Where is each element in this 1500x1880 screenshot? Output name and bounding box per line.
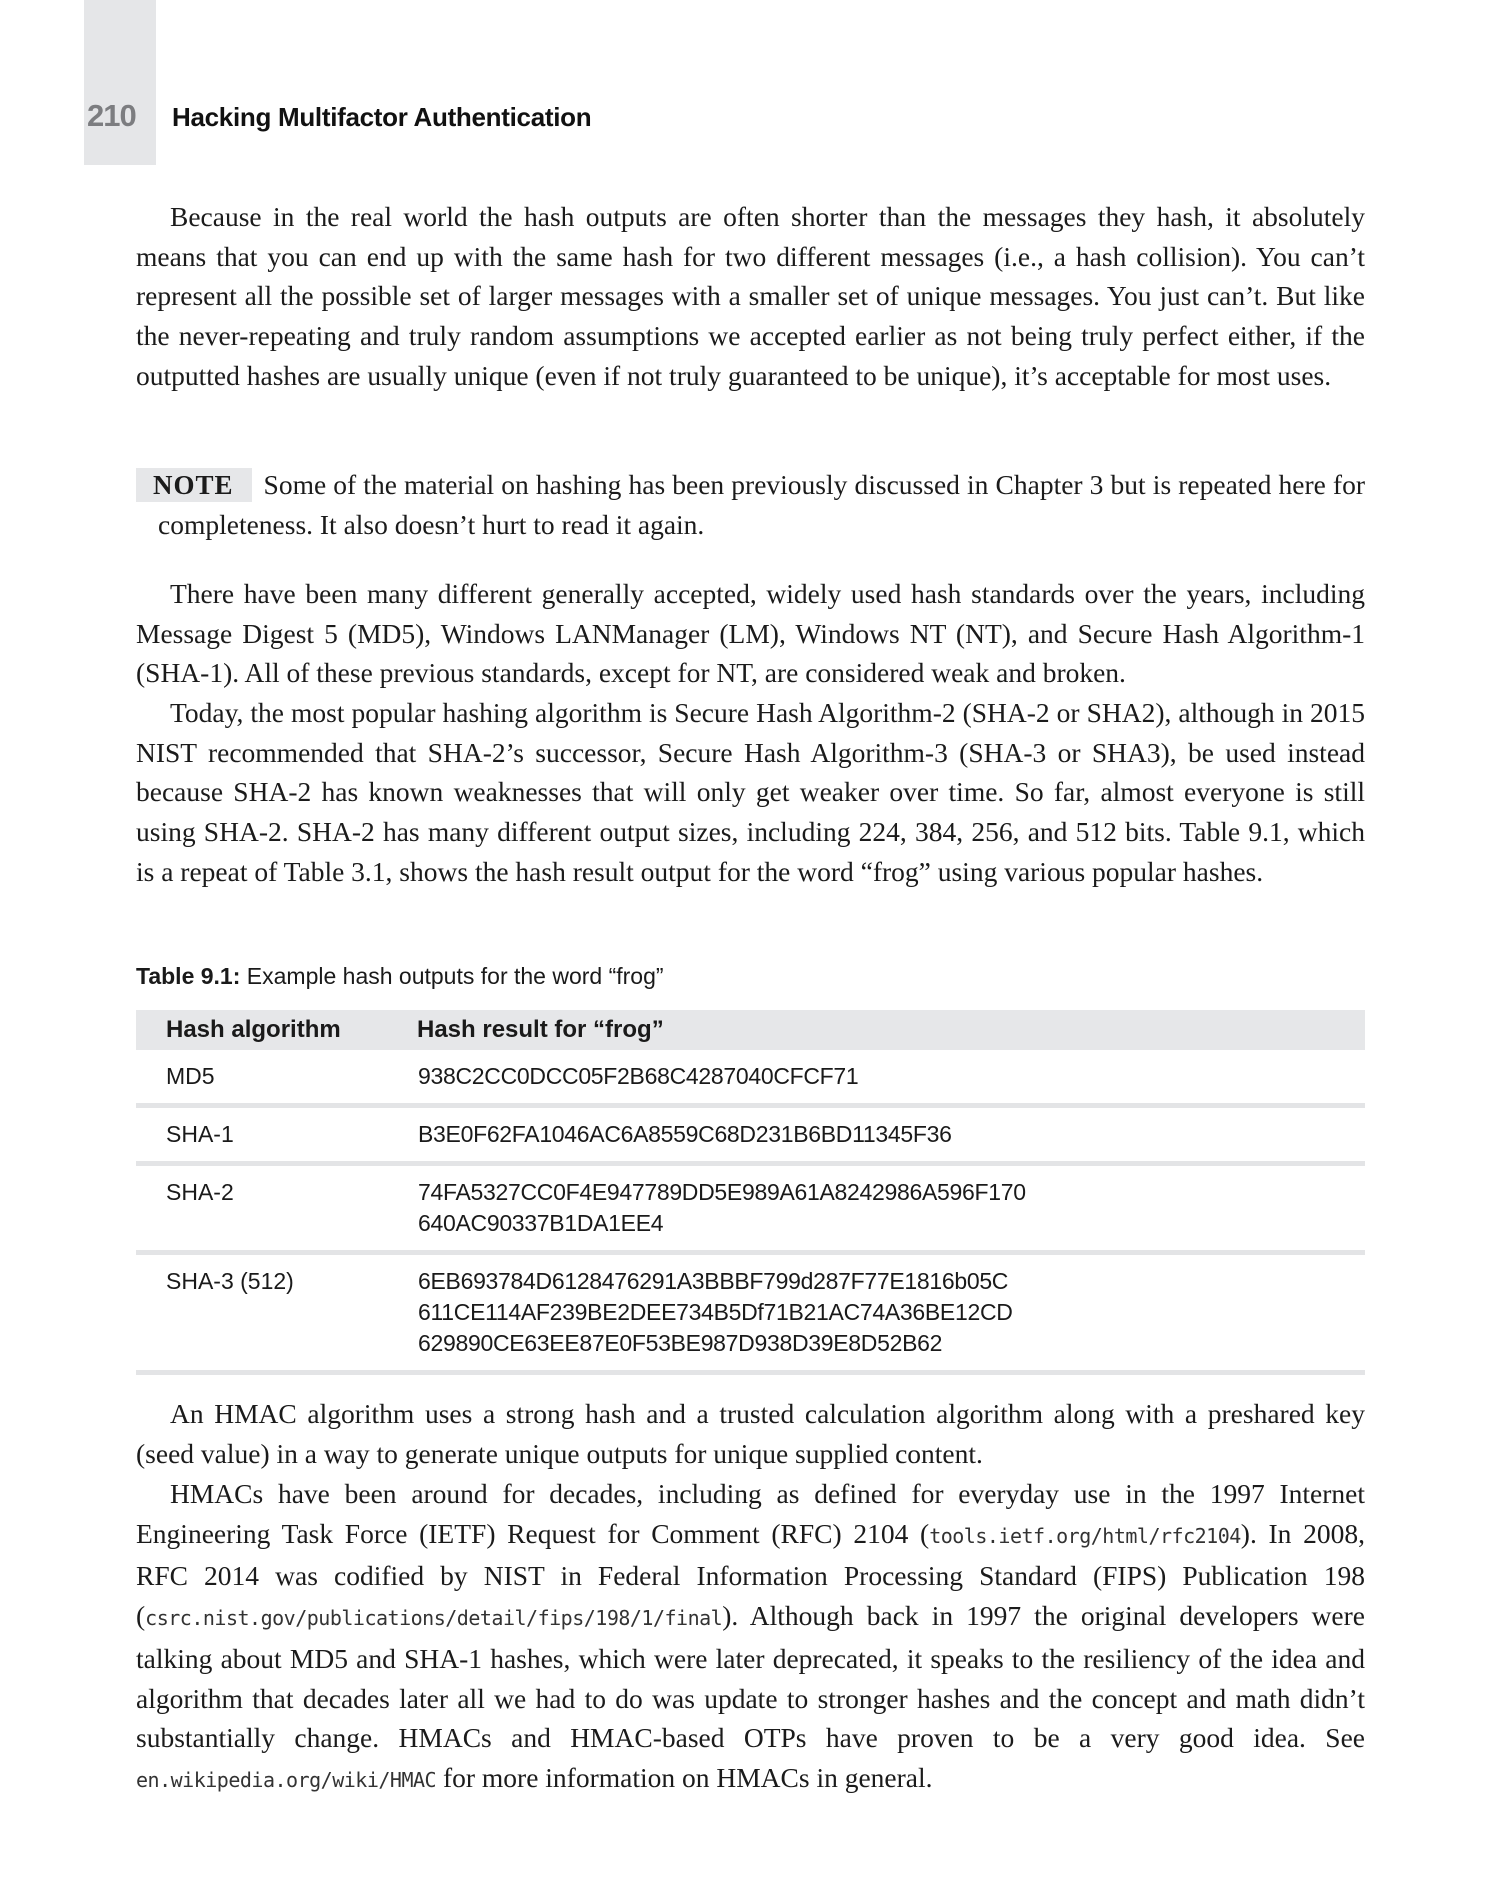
column-header-algorithm: Hash algorithm xyxy=(136,1010,417,1050)
table-row xyxy=(136,1253,1365,1373)
note-label: NOTE xyxy=(136,468,252,502)
hash-line: 640AC90337B1DA1EE4 xyxy=(418,1210,664,1236)
algorithm-cell: SHA-1 xyxy=(136,1106,417,1164)
hash-line: 629890CE63EE87E0F53BE987D938D39E8D52B62 xyxy=(418,1330,943,1356)
hash-line: B3E0F62FA1046AC6A8559C68D231B6BD11345F36 xyxy=(418,1121,952,1147)
note-text: Some of the material on hashing has been previously discussed in Chapter 3 but is repeated here for completeness. It also doesn’t hurt to read it again. xyxy=(158,469,1365,540)
link-fips-198[interactable]: csrc.nist.gov/publications/detail/fips/198/1/final xyxy=(145,1606,723,1631)
paragraph-hash-standards: There have been many different generally accepted, widely used hash standards over the years, including Message Digest 5 (MD5), Windows LANManager (LM), Windows NT (NT), and Secure Hash Algorithm-1 (SHA-1). All of these previous standards, except for NT, are considered weak and broken. xyxy=(136,578,1365,689)
link-rfc2104[interactable]: tools.ietf.org/html/rfc2104 xyxy=(929,1523,1241,1548)
link-wikipedia-hmac[interactable]: en.wikipedia.org/wiki/HMAC xyxy=(136,1767,437,1792)
algorithm-cell: SHA-2 xyxy=(136,1164,417,1253)
hash-cell xyxy=(417,1106,1365,1164)
hash-line: 611CE114AF239BE2DEE734B5Df71B21AC74A36BE12CD xyxy=(418,1299,1013,1325)
table-caption-label: Table 9.1: xyxy=(136,963,241,989)
algorithm-cell: MD5 xyxy=(136,1050,417,1106)
hash-line: 6EB693784D6128476291A3BBBF799d287F77E1816b05C xyxy=(418,1268,1009,1294)
hash-line: 74FA5327CC0F4E947789DD5E989A61A8242986A596F170 xyxy=(418,1179,1026,1205)
algorithm-cell: SHA-3 (512) xyxy=(136,1253,417,1373)
table-row xyxy=(136,1164,1365,1253)
paragraph-hmac-definition: An HMAC algorithm uses a strong hash and a trusted calculation algorithm along with a preshared key (seed value) in a way to generate unique outputs for unique supplied content. xyxy=(136,1398,1365,1469)
hash-cell xyxy=(417,1050,1365,1106)
paragraph-hash-collisions: Because in the real world the hash outputs are often shorter than the messages they hash, it absolutely means that you can end up with the same hash for two different messages (i.e., a hash collision). You can’t represent all the possible set of larger messages with a smaller set of unique messages. You just can’t. But like the never-repeating and truly random assumptions we accepted earlier as not being truly perfect either, if the outputted hashes are usually unique (even if not truly guaranteed to be unique), it’s acceptable for most uses. xyxy=(136,201,1365,391)
hash-cell xyxy=(417,1253,1365,1373)
running-title: Hacking Multifactor Authentication xyxy=(172,102,592,132)
hash-table xyxy=(136,1010,1365,1375)
table-row xyxy=(136,1050,1365,1106)
column-header-result: Hash result for “frog” xyxy=(417,1010,1365,1050)
paragraph-hmac-history xyxy=(136,1474,1365,1801)
table-caption-text: Example hash outputs for the word “frog” xyxy=(246,963,664,989)
text-run: for more information on HMACs in general. xyxy=(436,1761,933,1793)
note-box xyxy=(153,465,1365,544)
table-row xyxy=(136,1106,1365,1164)
table-header-row xyxy=(136,1010,1365,1050)
hash-line: 938C2CC0DCC05F2B68C4287040CFCF71 xyxy=(418,1063,859,1089)
text-run: HMACs have been around for decades, including as defined for everyday use in the 1997 Internet Engineering Task Force (IETF) Request for Comment (RFC) 2104 ( xyxy=(136,1478,1365,1549)
page-number: 210 xyxy=(87,98,136,133)
table-caption xyxy=(136,963,664,990)
text-run: ). In 2008, RFC 2014 was codified by NIST in Federal Information Processing Standard (FIPS) Publication 198 ( xyxy=(136,1517,1365,1632)
hash-cell xyxy=(417,1164,1365,1253)
page-number-tab xyxy=(84,0,156,165)
paragraph-sha2: Today, the most popular hashing algorithm is Secure Hash Algorithm-2 (SHA-2 or SHA2), although in 2015 NIST recommended that SHA-2’s successor, Secure Hash Algorithm-3 (SHA-3 or SHA3), be used instead because SHA-2 has known weaknesses that will only get weaker over time. So far, almost everyone is still using SHA-2. SHA-2 has many different output sizes, including 224, 384, 256, and 512 bits. Table 9.1, which is a repeat of Table 3.1, shows the hash result output for the word “frog” using various popular hashes. xyxy=(136,697,1365,887)
text-run: ). Although back in 1997 the original developers were talking about MD5 and SHA-1 hashes, which were later deprecated, it speaks to the resiliency of the idea and algorithm that decades later all we had to do was update to stronger hashes and the concept and math didn’t substantially change. HMACs and HMAC-based OTPs have proven to be a very good idea. See xyxy=(136,1600,1365,1754)
